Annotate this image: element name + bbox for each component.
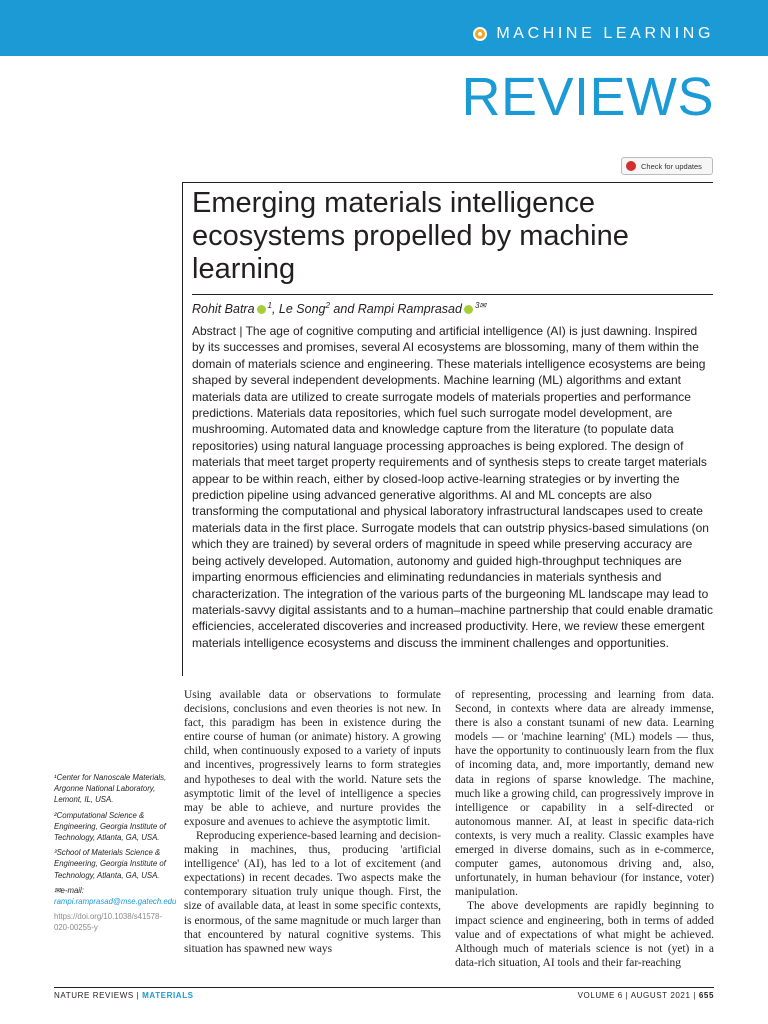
check-updates-icon bbox=[626, 161, 636, 171]
body-paragraph: Reproducing experience-based learning and decision-making in machines, thus, producing 'artificial intelligence' (AI), has led to a lot of excitement (and expectations) in recent decades. Two aspects make the contemporary situation truly unique though. First, the size of available data, at least in some specific contexts, is enormous, of the same magnitude or much larger than that encountered by natural cognitive systems. This situation has spawned new ways bbox=[184, 829, 441, 955]
footer-divider bbox=[54, 987, 714, 988]
orcid-icon[interactable] bbox=[257, 305, 266, 314]
journal-name bbox=[473, 25, 714, 43]
body-paragraph: The above developments are rapidly beginning to impact science and engineering, both in terms of added value and of expectations of what might be achieved. Although much of materials science is not (yet) in a data-rich situation, AI tools and their far-reaching bbox=[455, 900, 714, 969]
author-affiliation-mark: 3✉ bbox=[474, 301, 487, 310]
affiliation-3: ³School of Materials Science & Engineering, Georgia Institute of Technology, Atlanta, GA, USA. bbox=[54, 848, 166, 880]
section-heading: REVIEWS bbox=[461, 67, 714, 127]
author-affiliation-mark: 2 bbox=[325, 301, 330, 310]
footer-section-name: MATERIALS bbox=[142, 991, 194, 1000]
orcid-icon[interactable] bbox=[464, 305, 473, 314]
check-updates-label: Check for updates bbox=[641, 161, 702, 171]
footer-issue-info bbox=[578, 991, 714, 1000]
abstract bbox=[192, 323, 713, 651]
author-name[interactable]: , Le Song bbox=[271, 302, 326, 317]
affiliation-1: ¹Center for Nanoscale Materials, Argonne National Laboratory, Lemont, IL, USA. bbox=[54, 773, 167, 805]
article-title: Emerging materials intelligence ecosystems propelled by machine learning bbox=[192, 187, 629, 285]
footer-journal-name: NATURE REVIEWS | bbox=[54, 991, 143, 1000]
abstract-label: Abstract | bbox=[192, 324, 246, 338]
author-name[interactable]: Rohit Batra bbox=[192, 302, 255, 317]
page-number: 655 bbox=[698, 991, 714, 1000]
journal-banner bbox=[0, 0, 768, 56]
email-label: ✉e-mail: bbox=[54, 885, 84, 895]
footer-volume: VOLUME 6 | AUGUST 2021 | bbox=[577, 991, 699, 1000]
abstract-text: The age of cognitive computing and artificial intelligence (AI) is just dawning. Inspired by its successes and promises, several AI ecosystems are blossoming, many of them within the domain of materials science and engineering. These materials intelligence ecosystems are being shaped by several independent developments. Machine learning (ML) algorithms and extant materials data are utilized to create surrogate models of materials properties and performance predictions. Materials data repositories, which fuel such surrogate model development, are mushrooming. Automated data and knowledge capture from the literature (to populate data repositories) using natural language processing approaches is being explored. The design of materials that meet target property requirements and of synthesis steps to create target materials appear to be within reach, either by closed-loop active-learning strategies or by inverting the prediction pipeline using advanced generative algorithms. AI and ML concepts are also transforming the computational and physical laboratory infrastructural landscapes used to create materials data in the first place. Surrogate models that can outstrip physics-based simulations (on which they are trained) by several orders of magnitude in speed while preserving accuracy are being actively developed. Automation, autonomy and guided high-throughput techniques are imparting enormous efficiencies and eliminating redundancies in materials synthesis and characterization. The integration of the various parts of the burgeoning ML landscape may lead to materials-savvy digital assistants and to a human–machine partnership that could enable dramatic efficiencies, accelerated discoveries and increased productivity. Here, we review these emergent materials intelligence ecosystems and discuss the imminent challenges and opportunities. bbox=[192, 324, 713, 650]
email-link[interactable]: rampi.ramprasad@mse.gatech.edu bbox=[54, 897, 177, 907]
title-bracket-top bbox=[182, 182, 713, 183]
doi-link[interactable]: https://doi.org/10.1038/s41578-020-00255-y bbox=[54, 912, 162, 933]
title-divider bbox=[192, 294, 713, 295]
affiliations bbox=[54, 772, 177, 938]
footer-journal bbox=[54, 991, 194, 1000]
title-bracket-left bbox=[182, 182, 183, 676]
journal-logo-icon bbox=[473, 27, 487, 41]
body-column-right bbox=[455, 688, 714, 970]
journal-title: MACHINE LEARNING bbox=[496, 25, 714, 42]
author-name[interactable]: and Rampi Ramprasad bbox=[329, 302, 462, 317]
author-affiliation-mark: 1 bbox=[267, 301, 272, 310]
body-paragraph: of representing, processing and learning from data. Second, in contexts where data are already immense, there is also a constant tsunami of new data. Learning models — or 'machine learning' (ML) models — thus, have the opportunity to continuously learn from the flux of incoming data, and, more importantly, demand new data in regions of sparse knowledge. The machine, much like a growing child, can progressively improve in intelligence or capability in a self-directed or autonomous manner. AI, at least in specific data-rich contexts, is very much a reality. Classic examples have emerged in diverse domains, such as in e-commerce, computer games, autonomous driving and, also, unfortunately, in human behaviour (for instance, voter) manipulation. bbox=[455, 689, 714, 899]
email-line bbox=[54, 885, 177, 907]
author-list bbox=[192, 301, 486, 316]
body-paragraph: Using available data or observations to formulate decisions, conclusions and even theories is not new. In fact, this paradigm has been in existence during the entire course of human (or animate) history. A growing child, when continuously exposed to a variety of inputs and incentives, progressively learns to form strategies and hypotheses to deal with the world. Nature sets the asymptotic limit of the level of intelligence a species may be able to achieve, and nurture provides the exposure and avenues to achieve the asymptotic limit. bbox=[184, 689, 441, 828]
affiliation-2: ²Computational Science & Engineering, Georgia Institute of Technology, Atlanta, GA, USA. bbox=[54, 810, 166, 843]
check-updates-button[interactable] bbox=[621, 157, 713, 175]
body-column-left bbox=[184, 688, 441, 956]
